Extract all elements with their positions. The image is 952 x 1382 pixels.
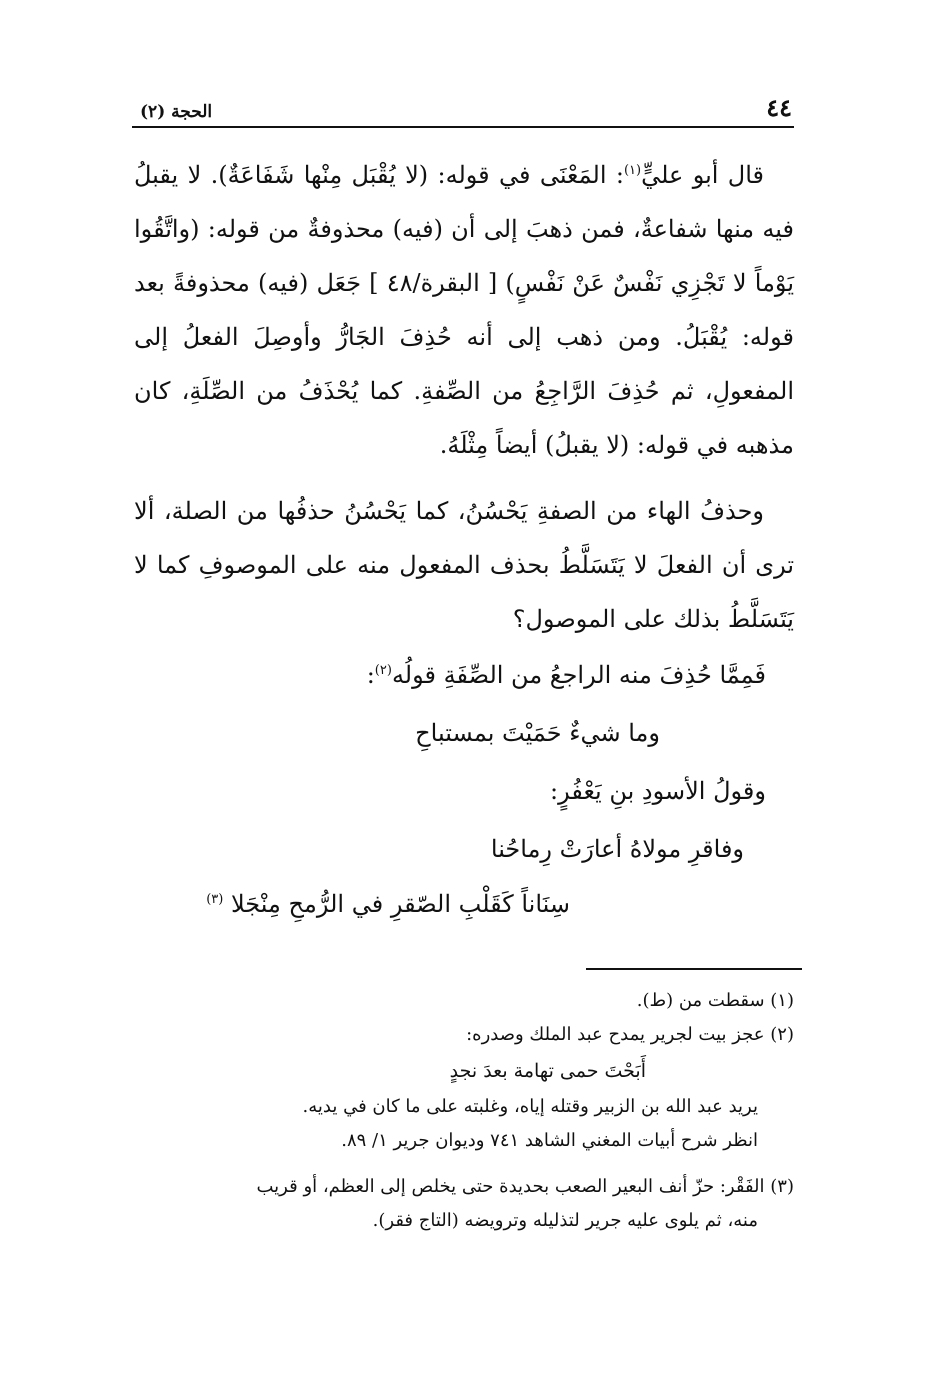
verse-intro [134, 646, 794, 704]
page-header [132, 86, 794, 128]
running-title: الحجة (٢) [140, 102, 213, 122]
verse-line-2: وفاقرِ مولاهُ أعارَتْ رِماحُنا [490, 835, 744, 863]
verse-line-3 [134, 878, 794, 930]
footnote-separator [586, 968, 802, 970]
verse-intro-text: فَمِمَّا حُذِفَ منه الراجعُ من الصِّفَةِ قولُه [391, 661, 766, 689]
main-text [134, 148, 794, 930]
footnote-3-line-1: (٣) الفَقْر: حزّ أنف البعير الصعب بحديدة حتى يخلص إلى العظم، أو قريب [256, 1176, 794, 1197]
verse-line-3-text: سِنَاناً كَقَلْبِ الصّقرِ في الرُّمحِ مِنْجَلا [230, 890, 570, 918]
paragraph-2: وحذفُ الهاء من الصفةِ يَحْسُنُ، كما يَحْسُنُ حذفُها من الصلة، ألا ترى أن الفعلَ لا يَتَسَلَّطُ بحذف المفعول منه على الموصوفِ كما لا يَتَسَلَّطُ بذلك على الموصول؟ [134, 497, 794, 633]
paragraph-1-start: قال أبو عليٍّ [641, 161, 765, 189]
verse-intro-colon: : [366, 661, 375, 689]
footnotes [134, 984, 794, 1238]
footnote-2-verse: أَبَحْتَ حمى تهامة بعدَ نجدٍ [449, 1060, 646, 1082]
footnote-ref-3: (٣) [206, 892, 224, 907]
footnote-ref-1: (١) [623, 163, 642, 178]
footnote-2-line-1: (٢) عجز بيت لجرير يمدح عبد الملك وصدره: [466, 1024, 794, 1045]
footnote-1: (١) سقطت من (ط). [636, 990, 794, 1011]
footnote-3-line-2: منه، ثم يلوى عليه جرير لتذليله وترويضه (التاج فقر). [372, 1210, 758, 1231]
footnote-2-line-3: انظر شرح أبيات المغني الشاهد ٧٤١ وديوان جرير ١/ ٨٩. [341, 1130, 758, 1151]
poet-attribution: وقولُ الأسودِ بنِ يَعْفُرٍ: [549, 777, 766, 805]
paragraph-1-rest: : المَعْنَى في قوله: (لا يُقْبَل مِنْها شَفَاعَةٌ). لا يقبلُ فيه منها شفاعةٌ، فمن ذهبَ إلى أن (فيه) محذوفةٌ من قوله: (واتَّقُوا يَوْماً لا تَجْزِي نَفْسٌ عَنْ نَفْسٍ) [ البقرة/٤٨ ] جَعَل (فيه) محذوفةً بعد قوله: يُقْبَلُ. ومن ذهب إلى أنه حُذِفَ الجَارُّ وأوصِلَ الفعلُ إلى المفعولِ، ثم حُذِفَ الرَّاجِعُ من الصِّفةِ. كما يُحْذَفُ من الصِّلَةِ، كان مذهبه في قوله: (لا يقبلُ) أيضاً مِثْلَهُ. [134, 161, 795, 459]
footnote-2-line-2: يريد عبد الله بن الزبير وقتله إياه، وغلبته على ما كان في يديه. [302, 1096, 758, 1117]
paragraph-1 [134, 148, 794, 472]
footnote-ref-2: (٢) [374, 663, 392, 678]
verse-line-1: وما شيءٌ حَمَيْتَ بمستباحِ [415, 719, 660, 747]
page-number: ٤٤ [766, 93, 792, 122]
